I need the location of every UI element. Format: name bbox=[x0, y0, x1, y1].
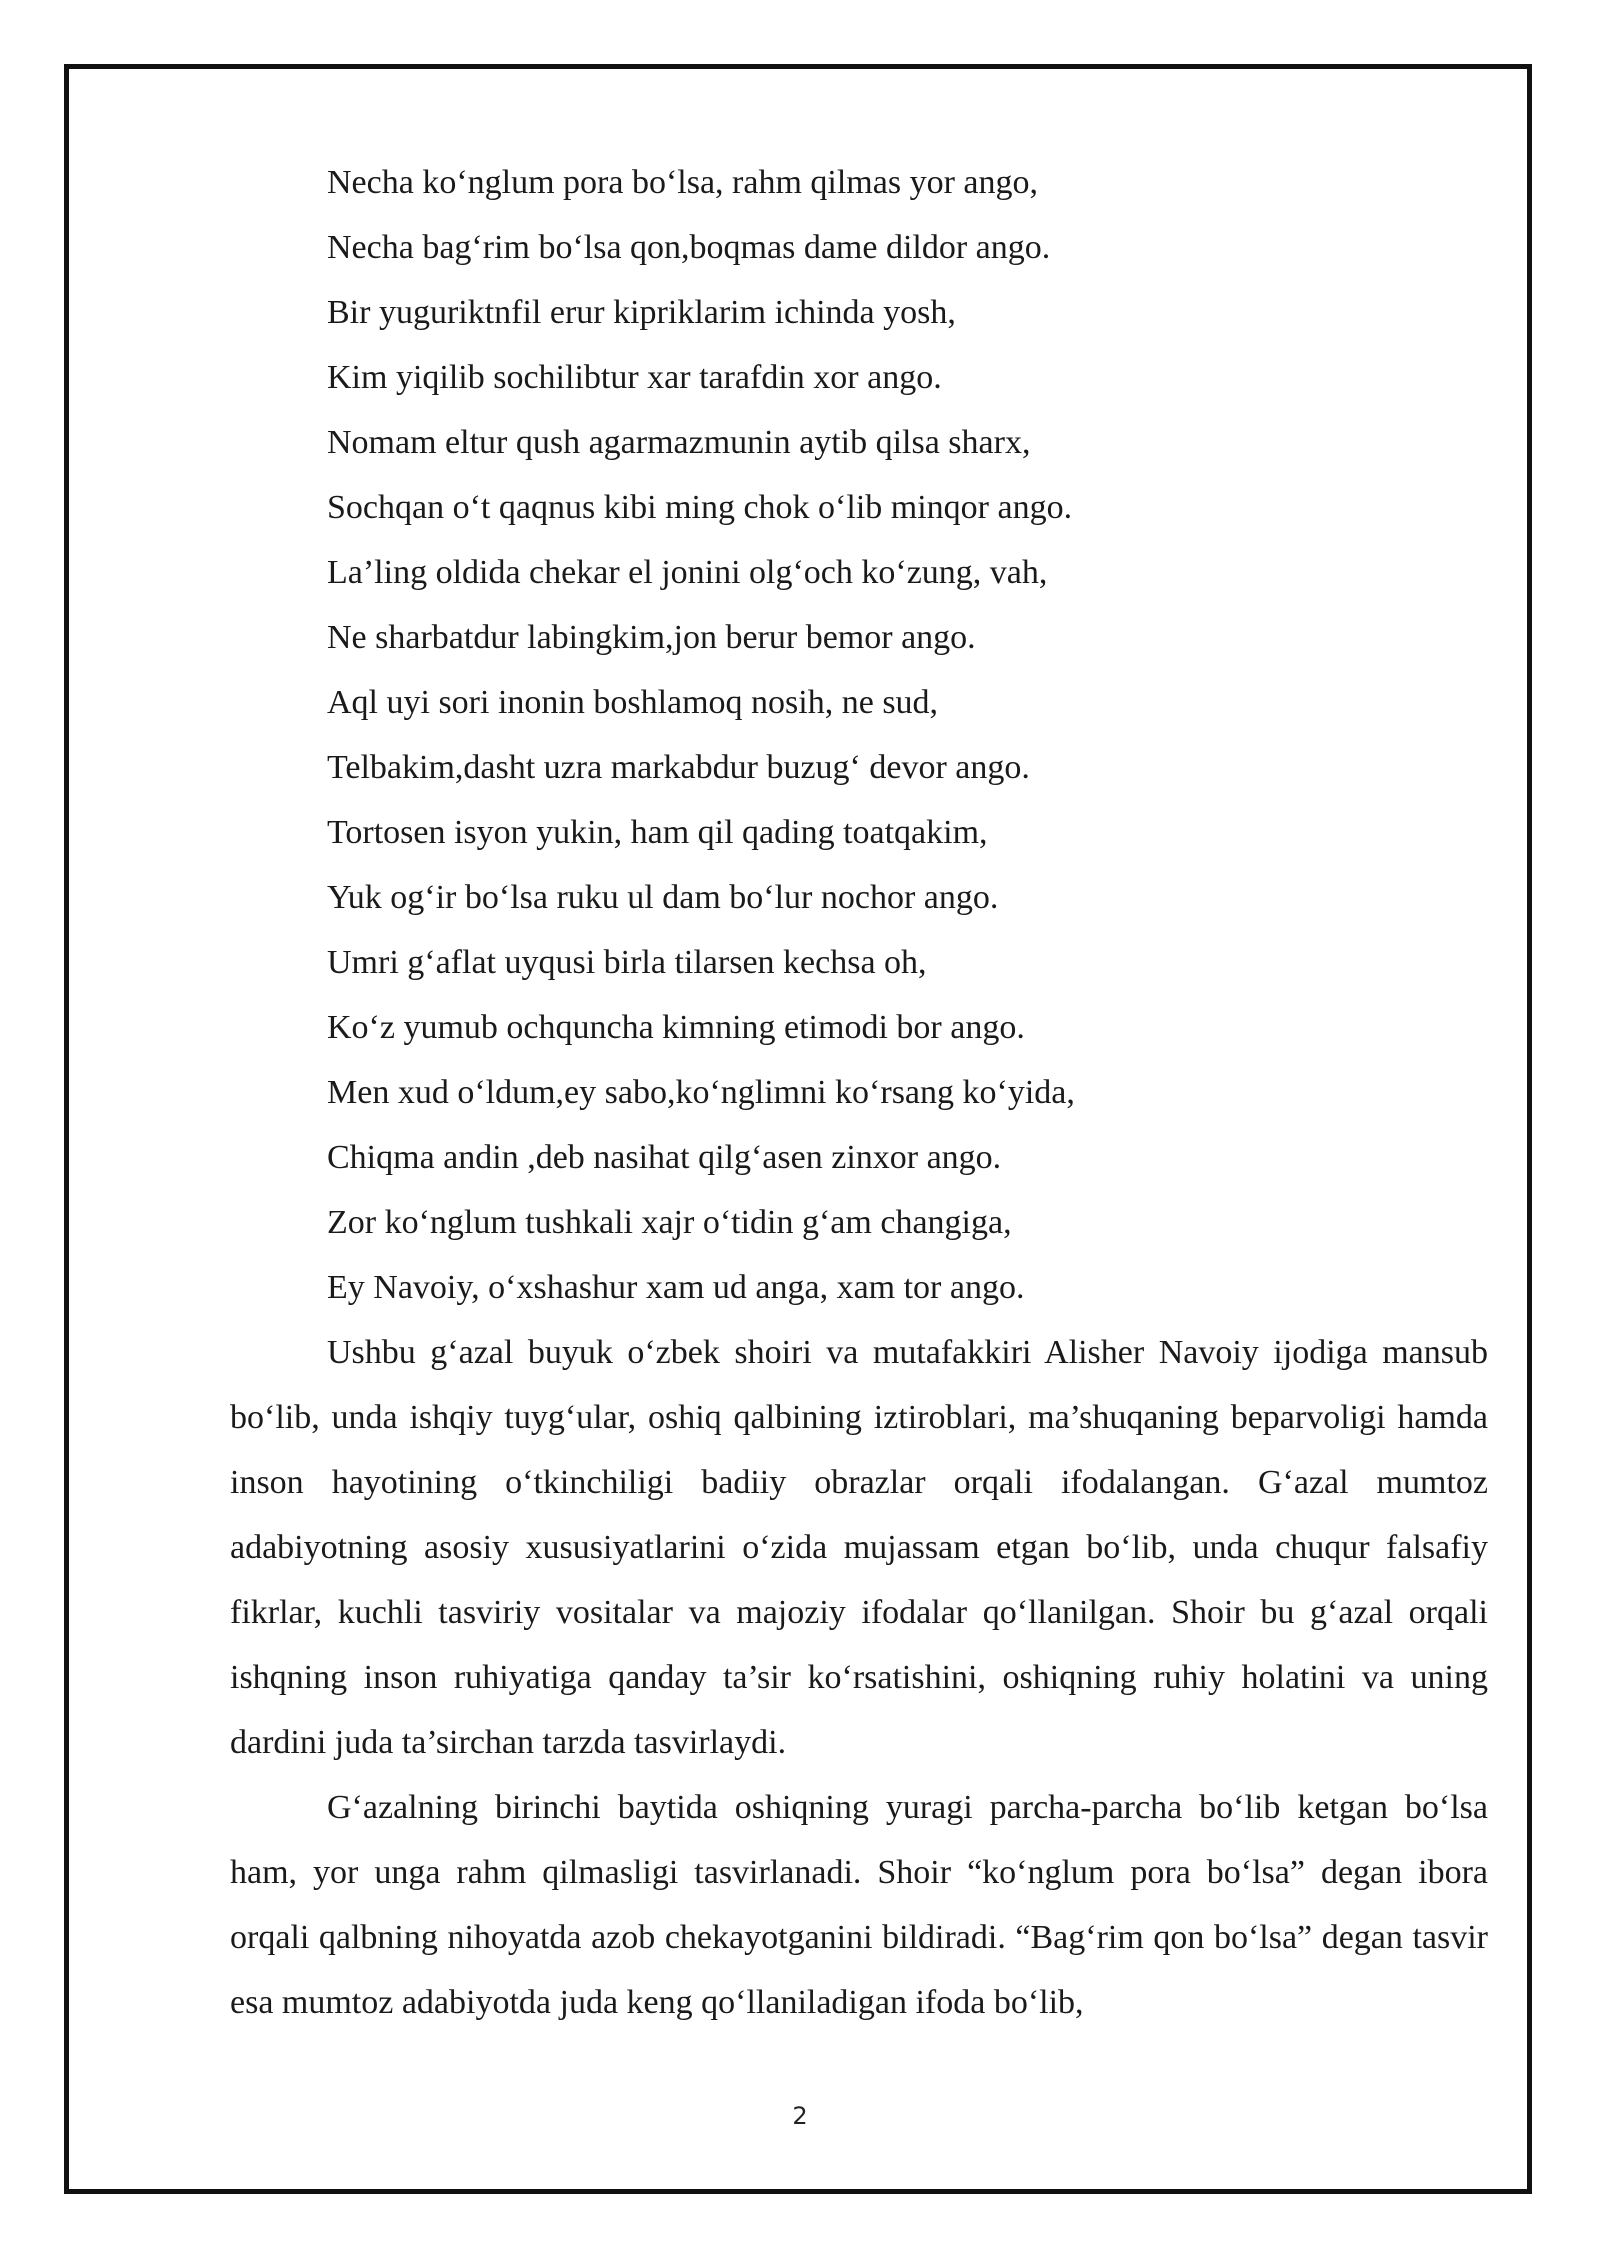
verse-line: Ey Navoiy, o‘xshashur xam ud anga, xam tor ango. bbox=[327, 1269, 1025, 1306]
verse-line: Chiqma andin ,deb nasihat qilg‘asen zinxor ango. bbox=[327, 1139, 1002, 1176]
body-paragraph: Ushbu g‘azal buyuk o‘zbek shoiri va mutafakkiri Alisher Navoiy ijodiga mansub bo‘lib, unda ishqiy tuyg‘ular, oshiq qalbining iztiroblari, ma’shuqaning beparvoligi hamda inson hayotining o‘tkinchiligi badiiy obrazlar orqali ifodalangan. G‘azal mumtoz adabiyotning asosiy xususiyatlarini o‘zida mujassam etgan bo‘lib, unda chuqur falsafiy fikrlar, kuchli tasviriy vositalar va majoziy ifodalar qo‘llanilgan. Shoir bu g‘azal orqali ishqning inson ruhiyatiga qanday ta’sir ko‘rsatishini, oshiqning ruhiy holatini va uning dardini juda ta’sirchan tarzda tasvirlaydi. bbox=[230, 1334, 1488, 1761]
verse-line: Kim yiqilib sochilibtur xar tarafdin xor ango. bbox=[327, 359, 942, 396]
verse-line: Aql uyi sori inonin boshlamoq nosih, ne sud, bbox=[327, 684, 939, 721]
verse-line: Yuk og‘ir bo‘lsa ruku ul dam bo‘lur nochor ango. bbox=[327, 879, 999, 916]
body-paragraph: G‘azalning birinchi baytida oshiqning yuragi parcha-parcha bo‘lib ketgan bo‘lsa ham, yor unga rahm qilmasligi tasvirlanadi. Shoir “ko‘nglum pora bo‘lsa” degan ibora orqali qalbning nihoyatda azob chekayotganini bildiradi. “Bag‘rim qon bo‘lsa” degan tasvir esa mumtoz adabiyotda juda keng qo‘llaniladigan ifoda bo‘lib, bbox=[230, 1789, 1488, 2021]
verse-line: Ko‘z yumub ochquncha kimning etimodi bor ango. bbox=[327, 1009, 1025, 1046]
document-body bbox=[230, 150, 1488, 2035]
verse-line: Ne sharbatdur labingkim,jon berur bemor ango. bbox=[327, 619, 976, 656]
verse-line: La’ling oldida chekar el jonini olg‘och ko‘zung, vah, bbox=[327, 554, 1048, 591]
verse-line: Necha ko‘nglum pora bo‘lsa, rahm qilmas yor ango, bbox=[327, 164, 1038, 201]
verse-line: Umri g‘aflat uyqusi birla tilarsen kechsa oh, bbox=[327, 944, 927, 981]
poem-verse bbox=[230, 150, 1488, 1320]
verse-line: Men xud o‘ldum,ey sabo,ko‘nglimni ko‘rsang ko‘yida, bbox=[327, 1074, 1075, 1111]
verse-line: Telbakim,dasht uzra markabdur buzug‘ devor ango. bbox=[327, 749, 1030, 786]
verse-line: Zor ko‘nglum tushkali xajr o‘tidin g‘am changiga, bbox=[327, 1204, 1012, 1241]
verse-line: Nomam eltur qush agarmazmunin aytib qilsa sharx, bbox=[327, 424, 1031, 461]
verse-line: Necha bag‘rim bo‘lsa qon,boqmas dame dildor ango. bbox=[327, 229, 1051, 266]
verse-line: Bir yuguriktnfil erur kipriklarim ichinda yosh, bbox=[327, 294, 956, 331]
verse-line: Tortosen isyon yukin, ham qil qading toatqakim, bbox=[327, 814, 988, 851]
verse-line: Sochqan o‘t qaqnus kibi ming chok o‘lib minqor ango. bbox=[327, 489, 1073, 526]
page-number: 2 bbox=[792, 2102, 808, 2130]
